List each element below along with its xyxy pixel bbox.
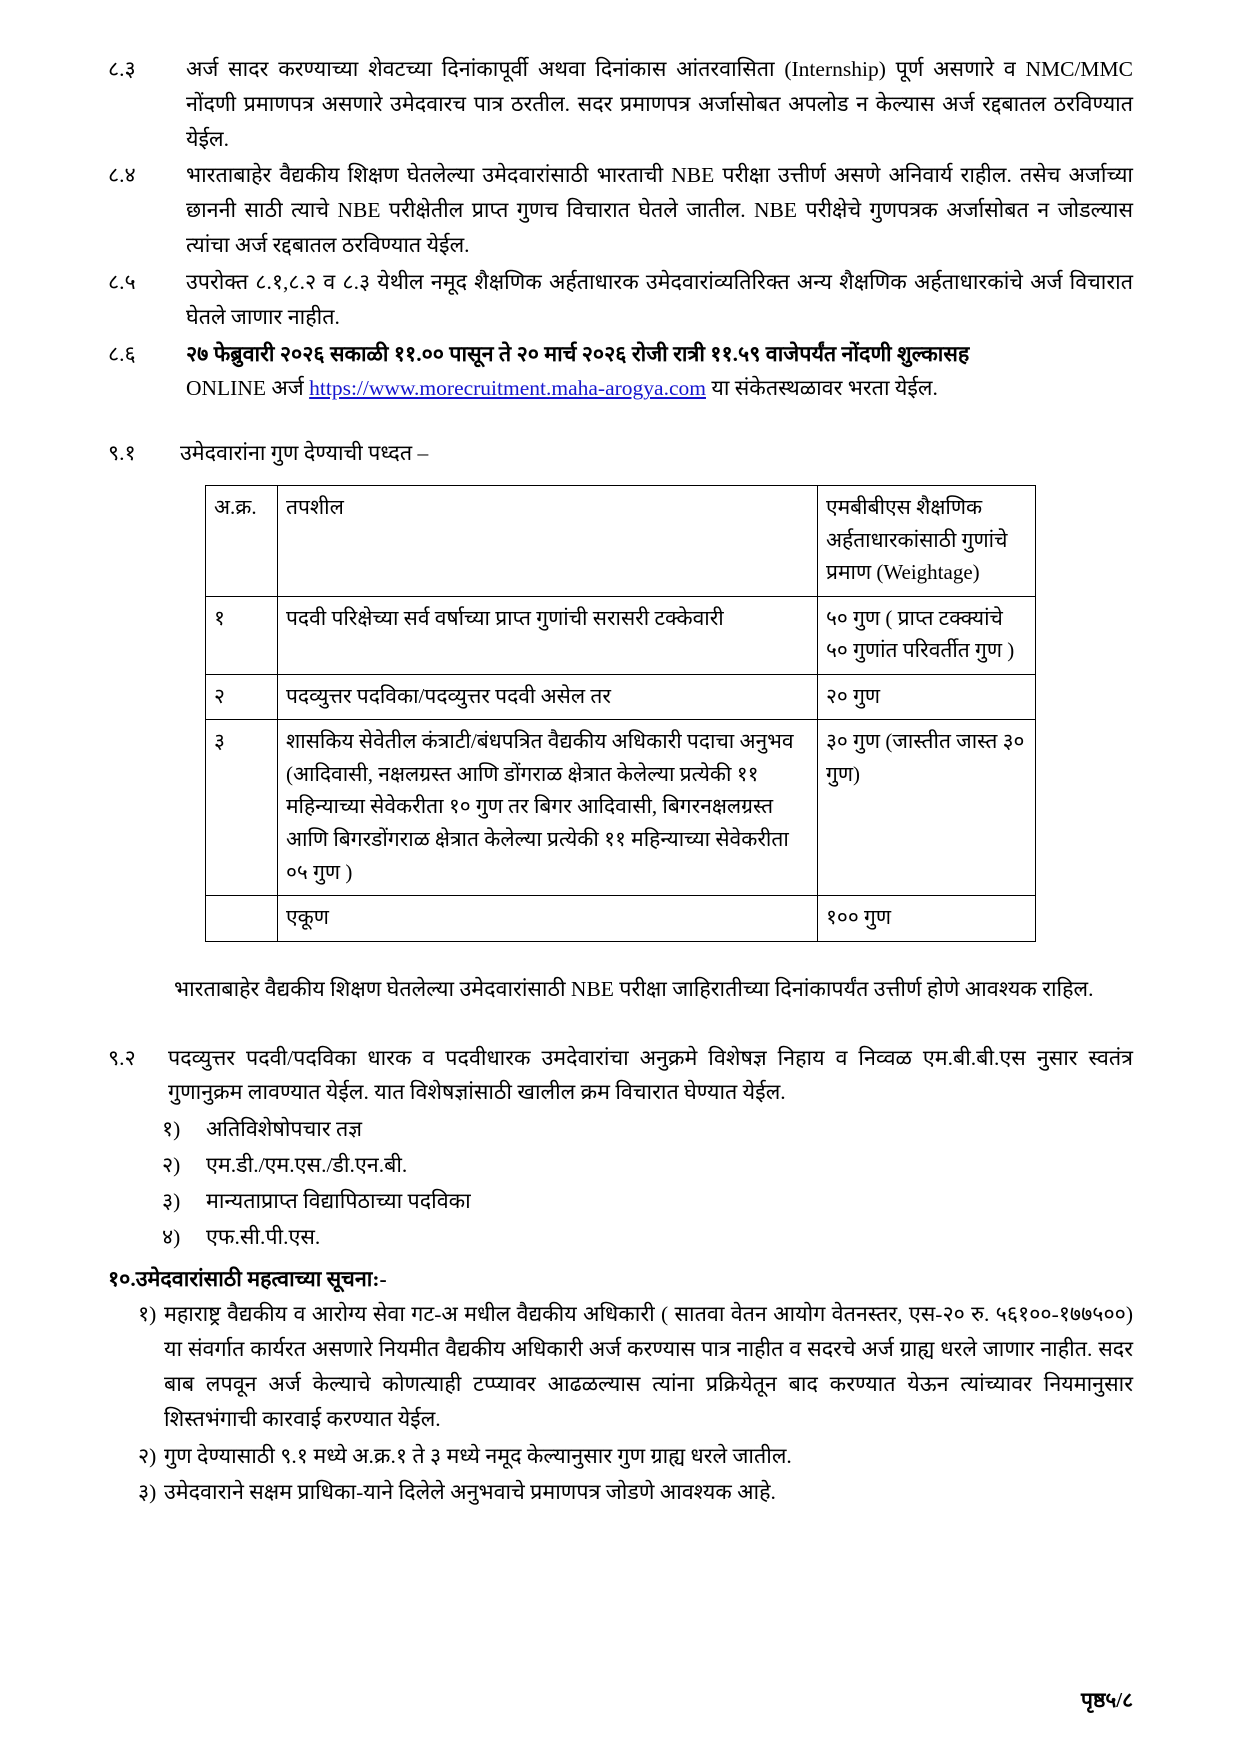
total-row-blank [206,896,278,942]
list-item [108,1475,1133,1510]
row-3-weightage: ३० गुण (जास्तीत जास्त ३० गुण) [818,720,1036,896]
list-item-marker: १) [162,1117,181,1142]
total-label: एकूण [278,896,818,942]
specialist-order-list [108,1112,1133,1254]
list-item-label: अतिविशेषोपचार तज्ञ [206,1117,363,1142]
clause-8-4 [108,158,1133,262]
list-item-marker: ३) [162,1188,181,1213]
row-2-serial: २ [206,674,278,720]
note-text: महाराष्ट्र वैद्यकीय व आरोग्य सेवा गट-अ मधील वैद्यकीय अधिकारी ( सातवा वेतन आयोग वेतनस्तर, एस-२० रु. ५६१००-१७७५००) या संवर्गात कार्यरत असणारे नियमीत वैद्यकीय अधिकारी अर्ज करण्यास पात्र नाहीत व सदरचे अर्ज ग्राह्य धरले जाणार नाहीत. सदर बाब लपवून अर्ज केल्याचे कोणत्याही टप्प्यावर आढळल्यास त्यांना प्रक्रियेतून बाद करण्यात येऊन त्यांच्यावर नियमानुसार शिस्तभंगाची कारवाई करण्यात येईल. [164,1302,1133,1431]
list-item [108,1297,1133,1436]
section-9-1-heading [108,436,1133,471]
row-3-description: शासकिय सेवेतील कंत्राटी/बंधपत्रित वैद्यकीय अधिकारी पदाचा अनुभव (आदिवासी, नक्षलग्रस्त आणि डोंगराळ क्षेत्रात केलेल्या प्रत्येकी ११ महिन्याच्या सेवेकरीता १० गुण तर बिगर आदिवासी, बिगरनक्षलग्रस्त आणि बिगरडोंगराळ क्षेत्रात केलेल्या प्रत्येकी ११ महिन्याच्या सेवेकरीता ०५ गुण ) [278,720,818,896]
section-9-1-title: उमेदवारांना गुण देण्याची पध्दत – [180,441,429,466]
column-header-weightage: एमबीबीएस शैक्षणिक अर्हताधारकांसाठी गुणांचे प्रमाण (Weightage) [818,486,1036,597]
list-item [108,1112,1133,1147]
list-item [108,1184,1133,1219]
section-9-2 [108,1041,1133,1111]
table-row [206,596,1036,674]
note-text: गुण देण्यासाठी ९.१ मध्ये अ.क्र.१ ते ३ मध्ये नमूद केल्यानुसार गुण ग्राह्य धरले जातील. [164,1443,792,1468]
row-2-weightage: २० गुण [818,674,1036,720]
row-1-weightage: ५० गुण ( प्राप्त टक्क्यांचे ५० गुणांत परिवर्तीत गुण ) [818,596,1036,674]
table-row [206,674,1036,720]
page-number-footer: पृष्ठ५/८ [1081,1688,1133,1712]
list-item-marker: २) [162,1152,181,1177]
application-portal-link[interactable]: https://www.morecruitment.maha-arogya.com [309,376,706,401]
section-10-heading: १०.उमेदवारांसाठी महत्वाच्या सूचना:- [108,1267,387,1292]
list-item-label: मान्यताप्राप्त विद्यापिठाच्या पदविका [206,1188,471,1213]
row-1-description: पदवी परिक्षेच्या सर्व वर्षाच्या प्राप्त गुणांची सरासरी टक्केवारी [278,596,818,674]
marks-weightage-table [205,485,1036,942]
clause-8-5-text: उपरोक्त ८.१,८.२ व ८.३ येथील नमूद शैक्षणिक अर्हताधारक उमेदवारांव्यतिरिक्त अन्य शैक्षणिक अर्हताधारकांचे अर्ज विचारात घेतले जाणार नाहीत. [186,269,1133,329]
section-9-2-number: ९.२ [108,1045,136,1070]
clause-8-6-text [186,337,1133,407]
clause-8-6-prefix: ONLINE अर्ज [186,376,310,401]
section-9-1-number: ९.१ [108,441,136,466]
clause-8-3 [108,52,1133,156]
list-item [108,1148,1133,1183]
paragraph-nbe-requirement: भारताबाहेर वैद्यकीय शिक्षण घेतलेल्या उमेदवारांसाठी NBE परीक्षा जाहिरातीच्या दिनांकापर्यंत उत्तीर्ण होणे आवश्यक राहिल. [174,976,1094,1001]
clause-8-3-number: ८.३ [108,57,136,81]
table-total-row [206,896,1036,942]
list-item [108,1220,1133,1255]
clause-8-4-number: ८.४ [108,163,136,188]
section-9-2-text: पदव्युत्तर पदवी/पदविका धारक व पदवीधारक उमदेवारांचा अनुक्रमे विशेषज्ञ निहाय व निव्वळ एम.बी.बी.एस नुसार स्वतंत्र गुणानुक्रम लावण्यात येईल. यात विशेषज्ञांसाठी खालील क्रम विचारात घेण्यात येईल. [168,1045,1133,1105]
table-header-row [206,486,1036,597]
column-header-description: तपशील [278,486,818,597]
column-header-serial: अ.क्र. [206,486,278,597]
table-row [206,720,1036,896]
list-item-marker: ४) [162,1224,181,1249]
clause-8-3-text: अर्ज सादर करण्याच्या शेवटच्या दिनांकापूर्वी अथवा दिनांकास आंतरवासिता (Internship) पूर्ण असणारे व NMC/MMC नोंदणी प्रमाणपत्र असणारे उमेदवारच पात्र ठरतील. सदर प्रमाणपत्र अर्जासोबत अपलोड न केल्यास अर्ज रद्दबातल ठरविण्यात येईल. [186,57,1133,151]
note-marker: ३) [138,1480,157,1505]
row-3-serial: ३ [206,720,278,896]
important-notes-list [108,1297,1133,1510]
clause-8-6-suffix: या संकेतस्थळावर भरता येईल. [705,376,938,401]
document-body [108,52,1133,1510]
clause-8-5-number: ८.५ [108,269,136,294]
list-item [108,1439,1133,1474]
note-text: उमेदवाराने सक्षम प्राधिका-याने दिलेले अनुभवाचे प्रमाणपत्र जोडणे आवश्यक आहे. [164,1480,776,1505]
note-marker: २) [138,1443,157,1468]
clause-8-6-number: ८.६ [108,341,136,366]
total-weightage: १०० गुण [818,896,1036,942]
clause-8-6 [108,337,1133,407]
note-marker: १) [138,1302,157,1327]
list-item-label: एफ.सी.पी.एस. [206,1224,321,1249]
clause-8-4-text: भारताबाहेर वैद्यकीय शिक्षण घेतलेल्या उमेदवारांसाठी भारताची NBE परीक्षा उत्तीर्ण असणे अनिवार्य राहील. तसेच अर्जाच्या छाननी साठी त्याचे NBE परीक्षेतील प्राप्त गुणच विचारात घेतले जातील. NBE परीक्षेचे गुणपत्रक अर्जासोबत न जोडल्यास त्यांचा अर्ज रद्दबातल ठरविण्यात येईल. [186,163,1133,258]
clause-8-6-bold-dates: २७ फेब्रुवारी २०२६ सकाळी ११.०० पासून ते २० मार्च २०२६ रोजी रात्री ११.५९ वाजेपर्यंत नोंदणी शुल्कासह [186,341,970,366]
list-item-label: एम.डी./एम.एस./डी.एन.बी. [206,1152,408,1177]
row-2-description: पदव्युत्तर पदविका/पदव्युत्तर पदवी असेल तर [278,674,818,720]
row-1-serial: १ [206,596,278,674]
clause-8-5 [108,265,1133,335]
